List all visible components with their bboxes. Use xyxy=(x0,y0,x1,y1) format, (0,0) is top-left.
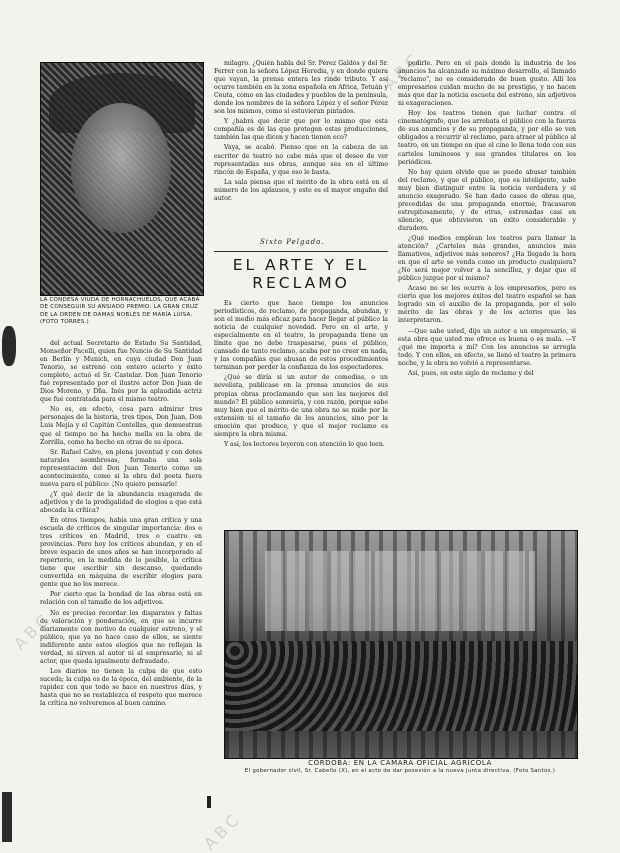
paragraph: ¿Y qué decir de la abundancia exagerada de adjetivos y de la prodigalidad de elogios a que está abocada la crítica? xyxy=(40,490,202,514)
paragraph: Y así, los lectores leyeron con atención lo que leen. xyxy=(224,440,385,448)
paragraph: milagro. ¿Quién habla del Sr. Pérez Galdós y del Sr. Ferrer con la señora López Heredia, y en donde quiera que vayan, la prensa entera les rinde tributo. Y así ocurre también en la zona española en Africa, Tetuán y Ceuta, como en las ciudades y pueblos de la península, donde los nombres de la señora López y el señor Pérez son los mismos, como si estuvieran pintados. xyxy=(214,60,388,116)
divider xyxy=(214,251,388,252)
paragraph: Hoy los teatros tienen que luchar contra el cinematógrafo, que les arrebata el público con la fuerza de sus anuncios y de su propaganda, y por ello se ven obligados a recurrir al reclamo, para atraer al público al teatro, en un tiempo en que el cine lo llena todo con sus carteles luminosos y sus grandes titulares en los periódicos. xyxy=(398,110,576,166)
photo-detail xyxy=(225,641,577,731)
paragraph: Vaya, se acabó. Pienso que en la cabeza de un escritor de teatro no cabe más que el deseo de ver representadas sus obras, aunque sea en el último rincón de España, y que eso le basta. xyxy=(214,144,388,176)
watermark: ABC xyxy=(380,48,426,94)
author-signature: Sixto Pelgado. xyxy=(260,238,325,246)
paragraph: ¿Qué se diría si un autor de comedias, o un novelista, publicase en la prensa anuncios de sus propias obras proclamando que son las mejores del mundo? El público sonreiría, y con razón, porque sabe muy bien que el mérito de una obra no se mide por la extensión ni el tamaño de los anuncios, sino por la emoción que produce, y que el mejor reclamo es siempre la obra misma. xyxy=(214,374,388,438)
article-column-2-bottom xyxy=(214,300,388,525)
paragraph: Sr. Rafael Calvo, en plena juventud y con dotes naturales asombrosas, formaba una sola representación del Don Juan Tenorio como un acontecimiento, como si la obra del poeta fuera nueva para el público: ¡No quiero pensarlo! xyxy=(40,448,202,488)
paragraph: Así, pues, en este siglo de reclamo y del xyxy=(408,369,534,377)
photo-detail xyxy=(71,103,171,233)
paragraph: No es, en efecto, cosa para admirar tres personajes de la historia, tres tipos, Don Juan, Don Luis Mejía y el Capitán Centellas, que demuestran que el tiempo no ha hecho mella en la obra de Zorrilla, como ha hecho en otras de su época. xyxy=(40,406,202,446)
photo-title: CÓRDOBA: EN LA CÁMARA OFICIAL AGRÍCOLA xyxy=(308,759,492,767)
group-photo xyxy=(224,530,578,759)
article-column-3 xyxy=(398,60,576,530)
photo-detail xyxy=(265,551,535,631)
paragraph: Es cierto que hace tiempo los anuncios periodísticos, de reclamo, de propaganda, abundan, y son el medio más eficaz para hacer llegar al público la noticia de cualquier novedad. Pero en el arte, y especialmente en el teatro, la propaganda tiene un límite que no debe traspasarse, pues el público, cansado de tanto reclamo, acaba por no creer en nada, y las compañías que abusan de estos procedimientos terminan por perder la confianza de los espectadores. xyxy=(214,300,388,372)
article-headline: EL ARTE Y EL RECLAMO xyxy=(232,256,370,292)
margin-stain xyxy=(2,326,16,366)
watermark: ABC xyxy=(10,608,56,654)
photo-caption: LA CONDESA VIUDA DE HORNACHUELOS, QUE ACABA DE CONSEGUIR SU ANSIADO PREMIO: LA GRAN CRUZ DE LA ORDEN DE DAMAS NOBLES DE MARÍA LUISA. (FOTO TORRES.) xyxy=(40,297,200,325)
paragraph: La sala piensa que el mérito de la obra está en el número de los aplausos, y este es el mayor engaño del autor. xyxy=(214,178,388,202)
paragraph: del actual Secretario de Estado Su Santidad, Monseñor Pacelli, quien fue Nuncio de Su Santidad en Berlín y Munich, en cuya ciudad Don Juan Tenorio, se estrenó con entero acierto y éxito completo, actuó el Sr. Castelar. Don Juan Tenorio fué representado por el ilustre actor Don Juan de Dios Moreno, y Dña. Inés por la aplaudida actriz que fué contratada para el mismo teatro. xyxy=(40,340,202,404)
paragraph: No hay quien olvide que se puede abusar también del reclamo, y que el público, que es inteligente, sabe muy bien distinguir entre la noticia verdadera y el anuncio exagerado. Se han dado casos de obras que, precedidas de una propaganda enorme, fracasaron estrepitosamente, y de otras, estrenadas casi en silencio, que obtuvieron un éxito considerable y duradero. xyxy=(398,168,576,232)
portrait-photo xyxy=(40,62,204,296)
margin-stain xyxy=(207,796,211,808)
paragraph: No es preciso recordar los disparates y faltas de valoración y ponderación, en que se incurre diariamente con motivo de cualquier estreno, y el público, que ya no hace caso de ellos, se siente indiferente ante estos elogios que no reflejan la verdad, ni sirven al autor ni al empresario, ni al actor, que queda igualmente defraudado. xyxy=(40,609,202,665)
watermark: ABC xyxy=(200,808,246,853)
paragraph: pedirle. Pero en el país donde la industria de los anuncios ha alcanzado su máximo desarrollo, el llamado "reclamo", no es considerado de buen gusto. Allí los empresarios cuidan mucho de su prestigio, y no hacen más que dar la noticia escueta del estreno, sin adjetivos ni exageraciones. xyxy=(398,60,576,108)
paragraph: Los diarios no tienen la culpa de que esto suceda; la culpa es de la época, del ambiente, de la rapidez con que todo se hace en nuestros días, y hasta que no se restablezca el respeto que merece la crítica no volveremos al buen camino. xyxy=(40,667,202,708)
photo-caption: El gobernador civil, Sr. Cabello (X), en el acto de dar posesión a la nueva junta directiva. (Foto Santos.) xyxy=(244,768,556,774)
article-column-2-top xyxy=(214,60,388,250)
paragraph: Por cierto que la bondad de las obras está en relación con el tamaño de los adjetivos. xyxy=(40,591,202,607)
paragraph: En otros tiempos, había una gran crítica y una escuela de críticos de singular importancia: dos o tres críticos en Madrid, tres o cuatro en provincias. Pero hoy los críticos abundan, y en el breve espacio de unos años se han incorporado al repertorio, en la medida de lo posible, la crítica tiene que escribir sin descanso, quedando convertida en máquina de escribir elogios para gente que no los merece. xyxy=(40,516,202,589)
article-column-1 xyxy=(40,340,202,820)
paragraph: Acaso no se les ocurra a los empresarios, pero es cierto que los mejores éxitos del teatro español se han logrado sin el auxilio de la propaganda, por el solo mérito de las obras y de los actores que las interpretaron. xyxy=(398,285,576,325)
paragraph: Y ¿habrá que decir que por lo mismo que esta compañía es de las que protegen estas producciones, también las que dicen y hacen tienen eco? xyxy=(214,118,388,142)
paragraph: —Que sabe usted, dijo un autor a un empresario, si esta obra que usted me ofrece es buena o es mala. —Y ¿qué me importa a mí? Con los anuncios se arregla todo. Y con ellos, en efecto, se llenó el teatro la primera noche, y la obra no volvió a representarse. xyxy=(398,327,576,367)
paragraph: ¿Qué medios emplean los teatros para llamar la atención? ¿Carteles más grandes, anuncios más llamativos, adjetivos más sonoros? ¿Ha llegado la hora en que el arte se venda como un producto cualquiera? ¿No será mejor volver a la sencillez, y dejar que el público juzgue por sí mismo? xyxy=(398,234,576,283)
margin-stain xyxy=(2,792,12,842)
